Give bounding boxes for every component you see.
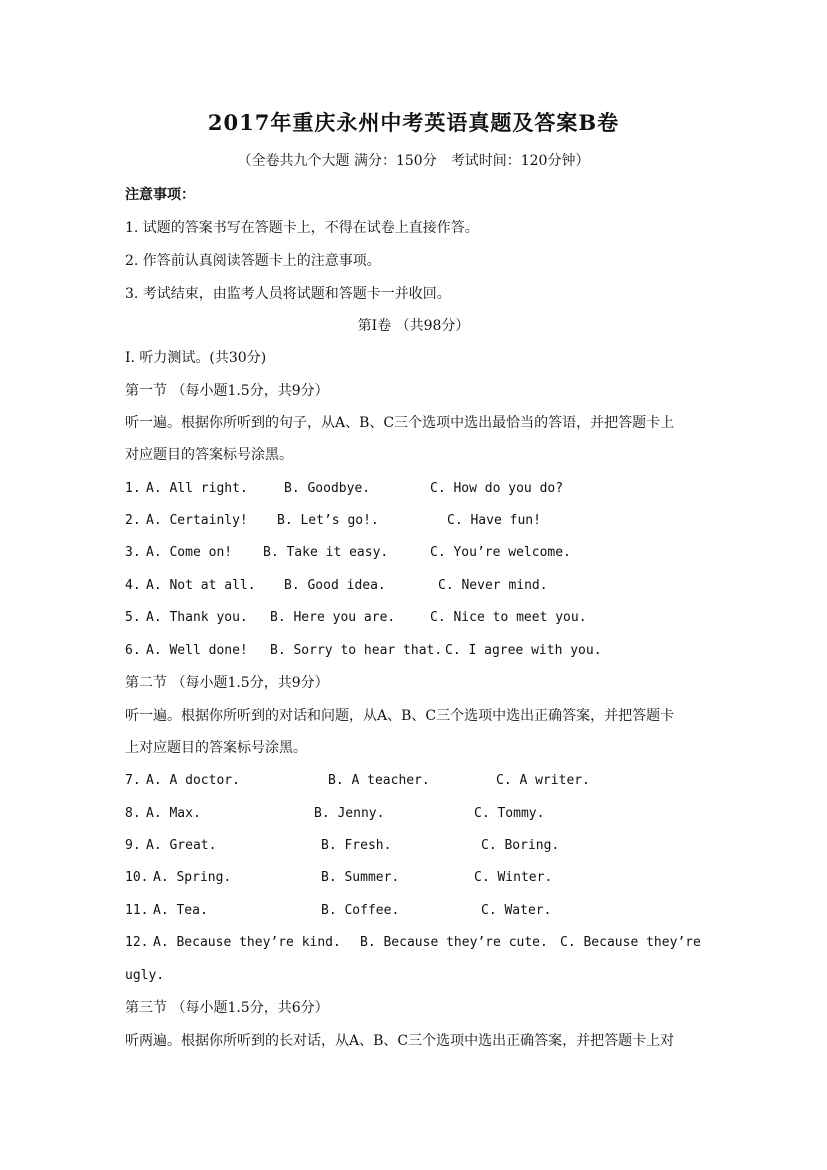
option-a: A. Max. [146,806,201,821]
section3-instruction: 听两遍。根据你所听到的长对话，从A、B、C三个选项中选出正确答案，并把答题卡上对 [125,1033,675,1049]
section1-instruction: 对应题目的答案标号涂黑。 [125,447,293,463]
question-number: 9. [125,838,141,853]
option-c: C. Tommy. [474,806,545,821]
notice-item: 2. 作答前认真阅读答题卡上的注意事项。 [125,253,381,269]
option-a: A. Great. [146,838,217,853]
option-c: C. Never mind. [438,578,548,593]
section3-heading: 第三节 （每小题1.5分，共6分） [125,1000,329,1016]
section2-instruction: 听一遍。根据你所听到的对话和问题，从A、B、C三个选项中选出正确答案，并把答题卡 [125,708,675,724]
option-b: B. Because they’re cute. [360,935,548,950]
option-b: B. Fresh. [321,838,392,853]
option-b: B. Summer. [321,870,400,885]
volume-heading: 第Ⅰ卷 （共98分） [357,318,470,334]
section1-instruction: 听一遍。根据你所听到的句子，从A、B、C三个选项中选出最恰当的答语，并把答题卡上 [125,415,675,431]
notice-item: 1. 试题的答案书写在答题卡上，不得在试卷上直接作答。 [125,220,479,236]
option-c: C. Nice to meet you. [430,610,587,625]
option-a: A. Well done! [146,643,248,658]
option-c: C. Have fun! [447,513,541,528]
option-c: C. Boring. [481,838,560,853]
page-subtitle: （全卷共九个大题 满分：150分 考试时间：120分钟） [237,153,590,169]
option-b: B. Coffee. [321,903,400,918]
section1-heading: 第一节 （每小题1.5分，共9分） [125,383,329,399]
question-number: 4. [125,578,141,593]
question-number: 2. [125,513,141,528]
question-wrap-text: ugly. [125,968,165,983]
question-number: 7. [125,773,141,788]
question-number: 12. [125,935,149,950]
option-a: A. Because they’re kind. [153,935,341,950]
option-b: B. A teacher. [328,773,430,788]
part1-heading: Ⅰ. 听力测试。(共30分) [125,350,267,366]
option-a: A. Thank you. [146,610,248,625]
section2-instruction: 上对应题目的答案标号涂黑。 [125,740,307,756]
option-b: B. Goodbye. [284,481,371,496]
option-b: B. Here you are. [270,610,396,625]
section2-heading: 第二节 （每小题1.5分，共9分） [125,675,329,691]
question-number: 1. [125,481,141,496]
option-c: C. You’re welcome. [430,545,571,560]
option-a: A. Come on! [146,545,233,560]
notice-item: 3. 考试结束，由监考人员将试题和答题卡一并收回。 [125,286,451,302]
option-b: B. Good idea. [284,578,386,593]
option-c: C. I agree with you. [445,643,602,658]
option-a: A. A doctor. [146,773,240,788]
option-a: A. Tea. [153,903,208,918]
option-c: C. A writer. [496,773,590,788]
option-b: B. Let’s go!. [277,513,379,528]
page-title: 2017年重庆永州中考英语真题及答案B卷 [207,110,620,135]
question-number: 3. [125,545,141,560]
option-c: C. Winter. [474,870,553,885]
option-b: B. Sorry to hear that. [270,643,443,658]
question-number: 5. [125,610,141,625]
option-a: A. Not at all. [146,578,256,593]
option-b: B. Jenny. [314,806,385,821]
question-number: 11. [125,903,149,918]
option-c: C. Water. [481,903,552,918]
option-a: A. All right. [146,481,248,496]
option-b: B. Take it easy. [263,545,389,560]
question-number: 10. [125,870,149,885]
question-number: 6. [125,643,141,658]
option-c: C. Because they’re [560,935,701,950]
option-a: A. Certainly! [146,513,248,528]
notice-heading: 注意事项： [125,187,195,203]
option-a: A. Spring. [153,870,232,885]
question-number: 8. [125,806,141,821]
option-c: C. How do you do? [430,481,564,496]
